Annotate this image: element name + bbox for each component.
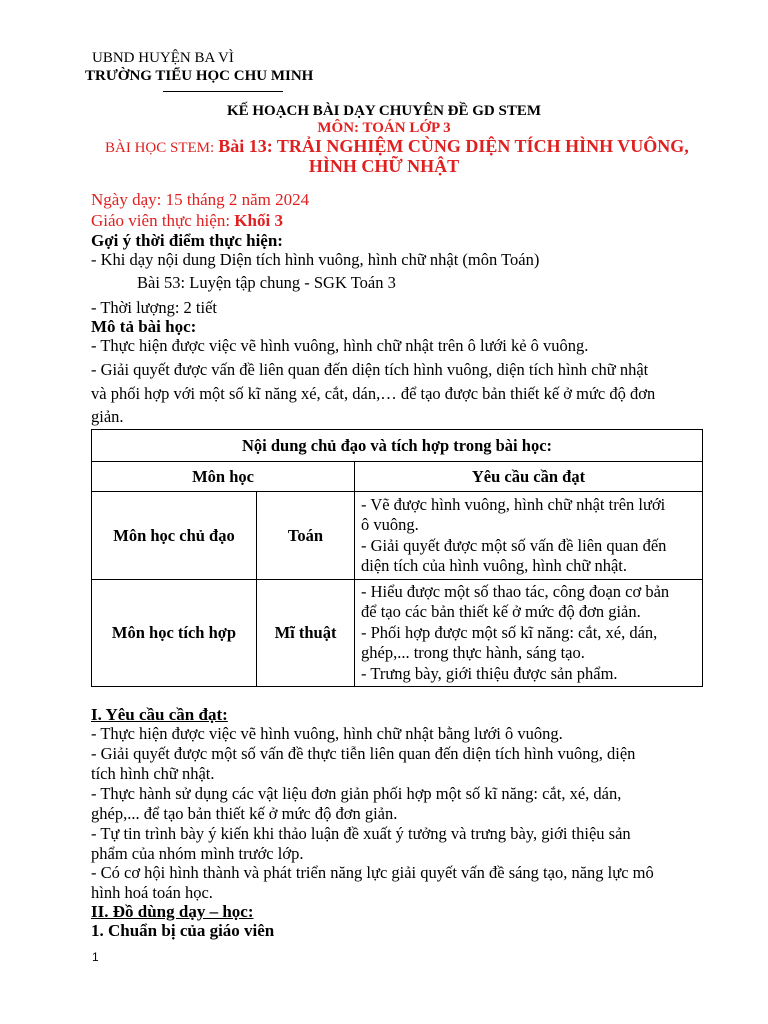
description-line1: - Thực hiện được việc vẽ hình vuông, hình chữ nhật trên ô lưới kẻ ô vuông.	[91, 336, 589, 355]
col-requirement-header: Yêu cầu cần đạt	[355, 462, 703, 492]
lesson-prefix: BÀI HỌC STEM:	[105, 140, 215, 156]
description-line4: giản.	[91, 407, 124, 426]
req-line: diện tích của hình vuông, hình chữ nhật.	[361, 556, 628, 575]
req-line: ô vuông.	[361, 515, 419, 534]
plan-title: KẾ HOẠCH BÀI DẠY CHUYÊN ĐỀ GD STEM	[226, 103, 542, 119]
district-name: UBND HUYỆN BA VÌ	[92, 50, 234, 66]
page-number: 1	[92, 950, 99, 964]
row-type: Môn học chủ đạo	[92, 492, 257, 580]
req-line: - Vẽ được hình vuông, hình chữ nhật trên lưới	[361, 494, 666, 514]
teacher-label: Giáo viên thực hiện:	[91, 211, 231, 230]
row-subject: Mĩ thuật	[257, 580, 355, 687]
teacher-value: Khối 3	[234, 211, 283, 230]
lesson-line2: HÌNH CHỮ NHẬT	[308, 156, 460, 176]
section1-line: ghép,... để tạo bản thiết kế ở mức độ đơn giản.	[91, 804, 398, 823]
description-line2: - Giải quyết được vấn đề liên quan đến diện tích hình vuông, diện tích hình chữ nhật	[91, 360, 649, 379]
req-line: - Giải quyết được một số vấn đề liên quan đến	[361, 535, 667, 555]
req-line: - Phối hợp được một số kĩ năng: cắt, xé, dán,	[361, 622, 658, 642]
section1-line: hình hoá toán học.	[91, 883, 213, 902]
table-title: Nội dung chủ đạo và tích hợp trong bài học:	[92, 430, 703, 462]
timing-heading: Gợi ý thời điểm thực hiện:	[91, 231, 283, 250]
duration: - Thời lượng: 2 tiết	[91, 298, 217, 317]
section1-line: - Tự tin trình bày ý kiến khi thảo luận đề xuất ý tưởng và trưng bày, giới thiệu sản	[91, 824, 631, 843]
req-line: - Hiểu được một số thao tác, công đoạn cơ bản	[361, 581, 670, 601]
req-line: để tạo các bản thiết kế ở mức độ đơn giản.	[361, 602, 641, 622]
content-table	[91, 429, 703, 687]
description-line3: và phối hợp với một số kĩ năng xé, cắt, dán,… để tạo được bản thiết kế ở mức độ đơn	[91, 384, 656, 403]
section1-line: - Có cơ hội hình thành và phát triển năng lực giải quyết vấn đề sáng tạo, năng lực mô	[91, 863, 654, 882]
lesson-title	[105, 136, 689, 157]
subject-title: MÔN: TOÁN LỚP 3	[317, 120, 451, 136]
section1-line: phẩm của nhóm mình trước lớp.	[91, 844, 304, 863]
row-subject: Toán	[257, 492, 355, 580]
teaching-date: Ngày dạy: 15 tháng 2 năm 2024	[91, 190, 310, 209]
section1-line: - Thực hành sử dụng các vật liệu đơn giản phối hợp một số kĩ năng: cắt, xé, dán,	[91, 784, 622, 803]
req-line: - Trưng bày, giới thiệu được sản phẩm.	[361, 663, 618, 683]
section2-heading: II. Đồ dùng dạy – học:	[91, 902, 254, 921]
timing-line2: Bài 53: Luyện tập chung - SGK Toán 3	[137, 273, 396, 292]
section1-line: - Thực hiện được việc vẽ hình vuông, hình chữ nhật bằng lưới ô vuông.	[91, 724, 563, 743]
row-requirements	[355, 580, 703, 687]
section2-sub1: 1. Chuẩn bị của giáo viên	[91, 921, 275, 940]
timing-line1: - Khi dạy nội dung Diện tích hình vuông, hình chữ nhật (môn Toán)	[91, 250, 540, 269]
table-row	[92, 580, 703, 687]
section1-heading: I. Yêu cầu cần đạt:	[91, 705, 228, 724]
row-type: Môn học tích hợp	[92, 580, 257, 687]
table-row	[92, 492, 703, 580]
teacher-line	[91, 211, 283, 231]
school-name: TRƯỜNG TIỂU HỌC CHU MINH	[85, 68, 314, 84]
req-line: ghép,... trong thực hành, sáng tạo.	[361, 643, 585, 663]
lesson-line1: Bài 13: TRẢI NGHIỆM CÙNG DIỆN TÍCH HÌNH VUÔNG,	[218, 136, 689, 156]
section1-line: - Giải quyết được một số vấn đề thực tiễn liên quan đến diện tích hình vuông, diện	[91, 744, 636, 763]
description-heading: Mô tả bài học:	[91, 317, 197, 336]
header-underline	[163, 91, 283, 92]
row-requirements	[355, 492, 703, 580]
section1-line: tích hình chữ nhật.	[91, 764, 215, 783]
col-subject-header: Môn học	[92, 462, 355, 492]
